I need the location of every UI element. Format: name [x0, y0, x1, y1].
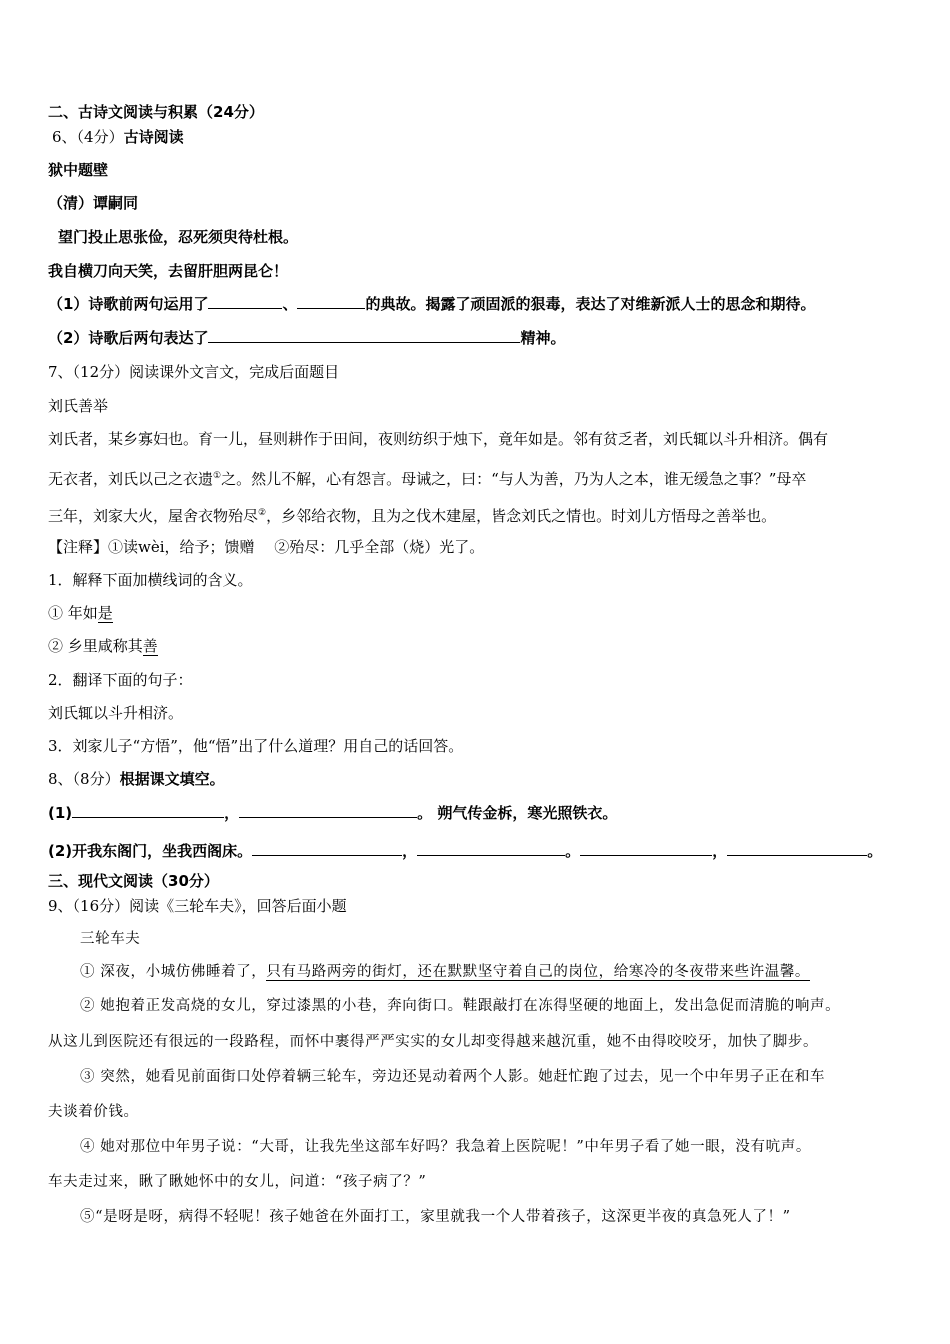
word-item-1: [48, 603, 113, 623]
underlined-word: 是: [97, 604, 113, 622]
q8-line-1-prefix: (1): [48, 804, 73, 822]
translate-sentence: 刘氏辄以斗升相济。: [48, 704, 184, 722]
answer-blank[interactable]: [417, 841, 565, 856]
q8-sep: ，: [402, 842, 418, 860]
story-para-4-line-1: ④ 她对那位中年男子说：“大哥，让我先坐这部车好吗？我急着上医院呢！”中年男子看了她一眼，没有吭声。: [80, 1139, 811, 1155]
q6-sub-2-prefix: （2）诗歌后两句表达了: [48, 329, 209, 347]
passage-text: ，乡邻给衣物，且为之伐木建屋，皆念刘氏之情也。时刘儿方悟母之善举也。: [266, 507, 777, 525]
word-item-2: [48, 636, 158, 656]
q8-heading: [48, 769, 225, 789]
q9-task: 阅读《三轮车夫》，回答后面小题: [129, 897, 347, 915]
story-para-3-line-2: 夫谈着价钱。: [48, 1104, 139, 1120]
poem-line-2: 我自横刀向天笑，去留肝胆两昆仑！: [48, 262, 289, 280]
q8-line-1-suffix: 。 朔气传金柝，寒光照铁衣。: [417, 804, 618, 822]
answer-blank[interactable]: [239, 803, 417, 818]
q8-sep: ，: [712, 842, 728, 860]
poem-line-1: 望门投止思张俭，忍死须臾待杜根。: [58, 228, 299, 246]
q8-sep: 。: [565, 842, 581, 860]
q7-sub-2: 2．翻译下面的句子：: [48, 671, 193, 689]
passage-title: 刘氏善举: [48, 397, 109, 415]
passage-text: 之。然儿不解，心有怨言。母诫之，曰：“与人为善，乃为人之本，谁无缓急之事？”母卒: [221, 470, 807, 488]
story-para-2-line-2: 从这儿到医院还有很远的一段路程，而怀中裹得严严实实的女儿却变得越来越沉重，她不由得咬咬牙，加快了脚步。: [48, 1034, 819, 1050]
q6-sub-1-suffix: 的典故。揭露了顽固派的狠毒，表达了对维新派人士的思念和期待。: [365, 295, 816, 313]
answer-blank[interactable]: [297, 294, 365, 309]
story-para-5-line-1: ⑤“是呀是呀，病得不轻呢！孩子她爸在外面打工，家里就我一个人带着孩子，这深更半夜的真急死人了！”: [80, 1209, 791, 1225]
q7-number: 7、（12分）: [48, 363, 130, 381]
section-2-title: 二、古诗文阅读与积累（24分）: [48, 103, 264, 121]
q7-task: 阅读课外文言文，完成后面题目: [129, 363, 340, 381]
answer-blank[interactable]: [208, 294, 282, 309]
story-para-3-line-1: ③ 突然，她看见前面街口处停着辆三轮车，旁边还晃动着两个人影。她赶忙跑了过去，见一个中年男子正在和车: [80, 1069, 826, 1085]
poem-author: （清）谭嗣同: [48, 194, 139, 212]
word-item-text: ② 乡里咸称其: [48, 637, 143, 655]
passage-line-1: 刘氏者，某乡寡妇也。育一儿，昼则耕作于田间，夜则纺织于烛下，竟年如是。邻有贫乏者，刘氏辄以斗升相济。偶有: [48, 430, 829, 448]
q8-line-2: [48, 841, 882, 861]
story-para-4-line-2: 车夫走过来，瞅了瞅她怀中的女儿，问道：“孩子病了？”: [48, 1174, 427, 1190]
q6-sub-2-suffix: 精神。: [520, 329, 566, 347]
footnote-mark: ②: [258, 508, 267, 518]
q8-line-2-prefix: (2)开我东阁门，坐我西阁床。: [48, 842, 253, 860]
q8-task: 根据课文填空。: [119, 770, 225, 788]
answer-blank[interactable]: [208, 328, 520, 343]
passage-line-3: [48, 503, 776, 526]
answer-blank[interactable]: [727, 841, 867, 856]
story-text: ① 深夜，小城仿佛睡着了，: [80, 964, 267, 980]
section-3-title: 三、现代文阅读（30分）: [48, 872, 219, 890]
passage-text: 三年，刘家大火，屋舍衣物殆尽: [48, 507, 259, 525]
q6-sub-2: [48, 328, 565, 348]
q9-number: 9、（16分）: [48, 897, 130, 915]
q7-heading: [48, 362, 339, 382]
annotation-note: 【注释】①读wèi，给予；馈赠 ②殆尽：几乎全部（烧）光了。: [48, 538, 485, 556]
footnote-mark: ①: [213, 471, 222, 481]
q6-task: 古诗阅读: [123, 128, 184, 146]
q9-heading: [48, 896, 347, 916]
story-para-1: [80, 962, 810, 982]
underlined-sentence: 只有马路两旁的街灯，还在默默坚守着自己的岗位，给寒冷的冬夜带来些许温馨。: [266, 964, 811, 980]
q7-sub-3: 3．刘家儿子“方悟”，他“悟”出了什么道理？用自己的话回答。: [48, 737, 464, 755]
story-para-2-line-1: ② 她抱着正发高烧的女儿，穿过漆黑的小巷，奔向街口。鞋跟敲打在冻得坚硬的地面上，发出急促而清脆的响声。: [80, 998, 841, 1014]
underlined-word: 善: [142, 637, 158, 655]
q6-heading: [52, 127, 184, 147]
q8-sep: 。: [867, 842, 883, 860]
word-item-text: ① 年如: [48, 604, 98, 622]
q6-number: 6、（4分）: [52, 128, 124, 146]
passage-line-2: [48, 466, 806, 489]
answer-blank[interactable]: [580, 841, 712, 856]
q6-sub-1-sep: 、: [282, 295, 298, 313]
q6-sub-1-prefix: （1）诗歌前两句运用了: [48, 295, 209, 313]
q8-sep: ，: [224, 804, 240, 822]
answer-blank[interactable]: [252, 841, 402, 856]
passage-text: 无衣者，刘氏以己之衣遗: [48, 470, 214, 488]
poem-title: 狱中题壁: [48, 161, 109, 179]
q6-sub-1: [48, 294, 815, 314]
story-title: 三轮车夫: [80, 931, 141, 947]
q7-sub-1: 1．解释下面加横线词的含义。: [48, 571, 253, 589]
q8-line-1: [48, 803, 617, 823]
answer-blank[interactable]: [72, 803, 224, 818]
q8-number: 8、（8分）: [48, 770, 120, 788]
